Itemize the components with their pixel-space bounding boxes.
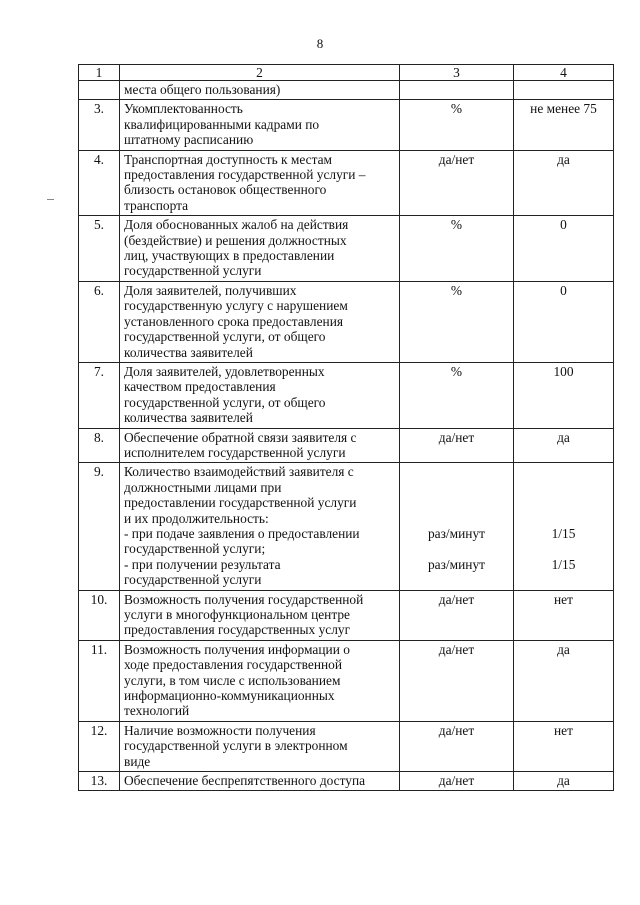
indicator-name-cell: [120, 772, 400, 791]
row-number-cell: [79, 81, 120, 100]
indicators-table: [78, 64, 614, 791]
indicator-name-line: услуги в многофункциональном центре: [124, 607, 350, 622]
table-row: [79, 281, 614, 362]
indicator-name-line: близость остановок общественного: [124, 182, 327, 198]
indicator-name-line: государственной услуги: [124, 572, 262, 588]
indicator-name-line: Количество взаимодействий заявителя с: [124, 464, 354, 480]
table-row: [79, 721, 614, 771]
indicator-name-line: качеством предоставления: [124, 379, 276, 395]
unit-line: [404, 572, 509, 587]
value-cell: [514, 428, 614, 463]
indicator-name-line: транспорта: [124, 197, 189, 213]
table-row: [79, 216, 614, 282]
value-line: да: [557, 773, 570, 789]
row-number-cell: 3.: [79, 100, 120, 150]
indicator-name-cell: [120, 216, 400, 282]
indicator-name-line: должностными лицами при: [124, 479, 282, 495]
indicators-table-body: [79, 65, 614, 791]
indicator-name-cell: [120, 100, 400, 150]
value-line: [518, 511, 609, 526]
unit-line: [404, 511, 509, 526]
unit-cell: [400, 590, 514, 640]
unit-line: %: [450, 101, 463, 117]
indicator-name-line: лиц, участвующих в предоставлении: [124, 248, 335, 264]
value-cell: [514, 640, 614, 721]
indicator-name-line: информационно-коммуникационных: [124, 688, 335, 704]
unit-line: [404, 495, 509, 510]
row-number-cell: 5.: [79, 216, 120, 282]
unit-line: [404, 541, 509, 556]
indicator-name-line: Обеспечение обратной связи заявителя с: [124, 429, 357, 445]
table-row: [79, 590, 614, 640]
value-cell: [514, 362, 614, 428]
unit-cell: [400, 216, 514, 282]
indicator-name-line: государственной услуги в электронном: [124, 738, 348, 754]
indicator-name-line: предоставления государственных услуг: [124, 622, 351, 638]
unit-line: %: [450, 363, 463, 379]
row-number-cell: 12.: [79, 721, 120, 771]
row-number-cell: 8.: [79, 428, 120, 463]
row-number-cell: 11.: [79, 640, 120, 721]
indicator-name-line: места общего пользования): [124, 82, 281, 97]
indicator-name-line: - при подаче заявления о предоставлении: [124, 525, 360, 541]
indicator-name-line: квалифицированными кадрами по: [124, 116, 320, 132]
value-cell: [514, 721, 614, 771]
indicator-name-line: - при получении результата: [124, 556, 281, 572]
unit-line: [404, 464, 509, 479]
value-line: нет: [554, 591, 573, 607]
row-number-cell: 13.: [79, 772, 120, 791]
indicator-name-line: государственной услуги, от общего: [124, 329, 326, 345]
unit-line: да/нет: [438, 151, 475, 167]
indicator-name-line: технологий: [124, 703, 190, 719]
indicator-name-cell: [120, 721, 400, 771]
value-line: 100: [553, 363, 574, 379]
table-row: [79, 772, 614, 791]
indicator-name-line: предоставлении государственной услуги: [124, 495, 357, 511]
unit-line: да/нет: [438, 429, 475, 445]
unit-line: да/нет: [438, 641, 475, 657]
indicator-name-line: Доля заявителей, удовлетворенных: [124, 363, 325, 379]
header-cell: 4: [514, 65, 614, 81]
table-row: [79, 640, 614, 721]
unit-line: [404, 480, 509, 495]
unit-cell: [400, 150, 514, 216]
value-line: [518, 480, 609, 495]
indicator-name-line: Доля заявителей, получивших: [124, 282, 297, 298]
value-cell: [514, 772, 614, 791]
indicator-name-line: услуги, в том числе с использованием: [124, 672, 341, 688]
value-line: [518, 464, 609, 479]
unit-cell: [400, 100, 514, 150]
indicator-name-line: установленного срока предоставления: [124, 313, 344, 329]
table-header-row: [79, 65, 614, 81]
indicator-name-cell: [120, 362, 400, 428]
table-row: [79, 428, 614, 463]
unit-line: %: [450, 217, 463, 233]
value-cell: [514, 463, 614, 590]
indicator-name-line: государственной услуги: [124, 263, 262, 279]
indicator-name-line: Обеспечение беспрепятственного доступа: [124, 773, 366, 789]
unit-cell: [400, 721, 514, 771]
indicator-name-line: государственной услуги;: [124, 541, 266, 557]
header-cell: 2: [120, 65, 400, 81]
header-cell: 3: [400, 65, 514, 81]
row-number-cell: 10.: [79, 590, 120, 640]
indicator-name-line: государственной услуги, от общего: [124, 394, 326, 410]
indicator-name-line: Возможность получения государственной: [124, 591, 364, 607]
indicator-name-cell: [120, 428, 400, 463]
value-cell: [514, 150, 614, 216]
page-number: 8: [316, 36, 324, 51]
unit-line: да/нет: [438, 722, 475, 738]
value-cell: [514, 281, 614, 362]
value-cell: [514, 100, 614, 150]
value-cell: [514, 590, 614, 640]
indicator-name-line: (бездействие) и решения должностных: [124, 232, 347, 248]
indicator-name-cell: [120, 463, 400, 590]
value-line: не менее 75: [530, 101, 597, 117]
value-line: 0: [560, 217, 567, 233]
value-cell: [514, 81, 614, 100]
value-line: [518, 495, 609, 510]
indicator-name-cell: [120, 81, 400, 100]
continuation-row: [79, 81, 614, 100]
value-line: нет: [554, 722, 573, 738]
indicator-name-cell: [120, 150, 400, 216]
table-row: [79, 362, 614, 428]
indicator-name-line: государственную услугу с нарушением: [124, 298, 348, 314]
indicator-name-cell: [120, 640, 400, 721]
value-cell: [514, 216, 614, 282]
unit-cell: [400, 281, 514, 362]
indicator-name-line: Транспортная доступность к местам: [124, 151, 333, 167]
unit-line: да/нет: [438, 591, 475, 607]
row-number-cell: 6.: [79, 281, 120, 362]
unit-cell: [400, 772, 514, 791]
value-line: да: [557, 641, 570, 657]
unit-line: раз/минут: [427, 525, 485, 541]
indicator-name-line: ходе предоставления государственной: [124, 657, 343, 673]
margin-mark: [47, 199, 54, 200]
indicator-name-cell: [120, 281, 400, 362]
unit-cell: [400, 428, 514, 463]
header-cell: 1: [79, 65, 120, 81]
indicator-name-line: количества заявителей: [124, 410, 253, 426]
value-line: да: [557, 151, 570, 167]
indicator-name-line: Наличие возможности получения: [124, 722, 316, 738]
value-line: да: [557, 429, 570, 445]
table-row: [79, 100, 614, 150]
unit-cell: [400, 362, 514, 428]
indicator-name-line: и их продолжительность:: [124, 510, 269, 526]
value-line: [518, 541, 609, 556]
value-line: 1/15: [551, 525, 576, 541]
indicator-name-cell: [120, 590, 400, 640]
indicator-name-line: исполнителем государственной услуги: [124, 444, 346, 460]
indicator-name-line: количества заявителей: [124, 344, 253, 360]
unit-cell: [400, 81, 514, 100]
unit-line: %: [450, 282, 463, 298]
indicator-name-line: предоставления государственной услуги –: [124, 167, 366, 183]
indicator-name-line: Доля обоснованных жалоб на действия: [124, 217, 349, 233]
table-row: [79, 463, 614, 590]
value-line: 0: [560, 282, 567, 298]
indicator-name-line: виде: [124, 753, 151, 769]
indicator-name-line: Возможность получения информации о: [124, 641, 350, 657]
unit-line: да/нет: [438, 773, 475, 789]
row-number-cell: 7.: [79, 362, 120, 428]
value-line: [518, 572, 609, 587]
unit-line: раз/минут: [427, 556, 485, 572]
value-line: 1/15: [551, 556, 576, 572]
table-row: [79, 150, 614, 216]
row-number-cell: 9.: [79, 463, 120, 590]
unit-cell: [400, 463, 514, 590]
indicator-name-line: штатному расписанию: [124, 132, 254, 148]
row-number-cell: 4.: [79, 150, 120, 216]
indicator-name-line: Укомплектованность: [124, 101, 243, 117]
unit-cell: [400, 640, 514, 721]
